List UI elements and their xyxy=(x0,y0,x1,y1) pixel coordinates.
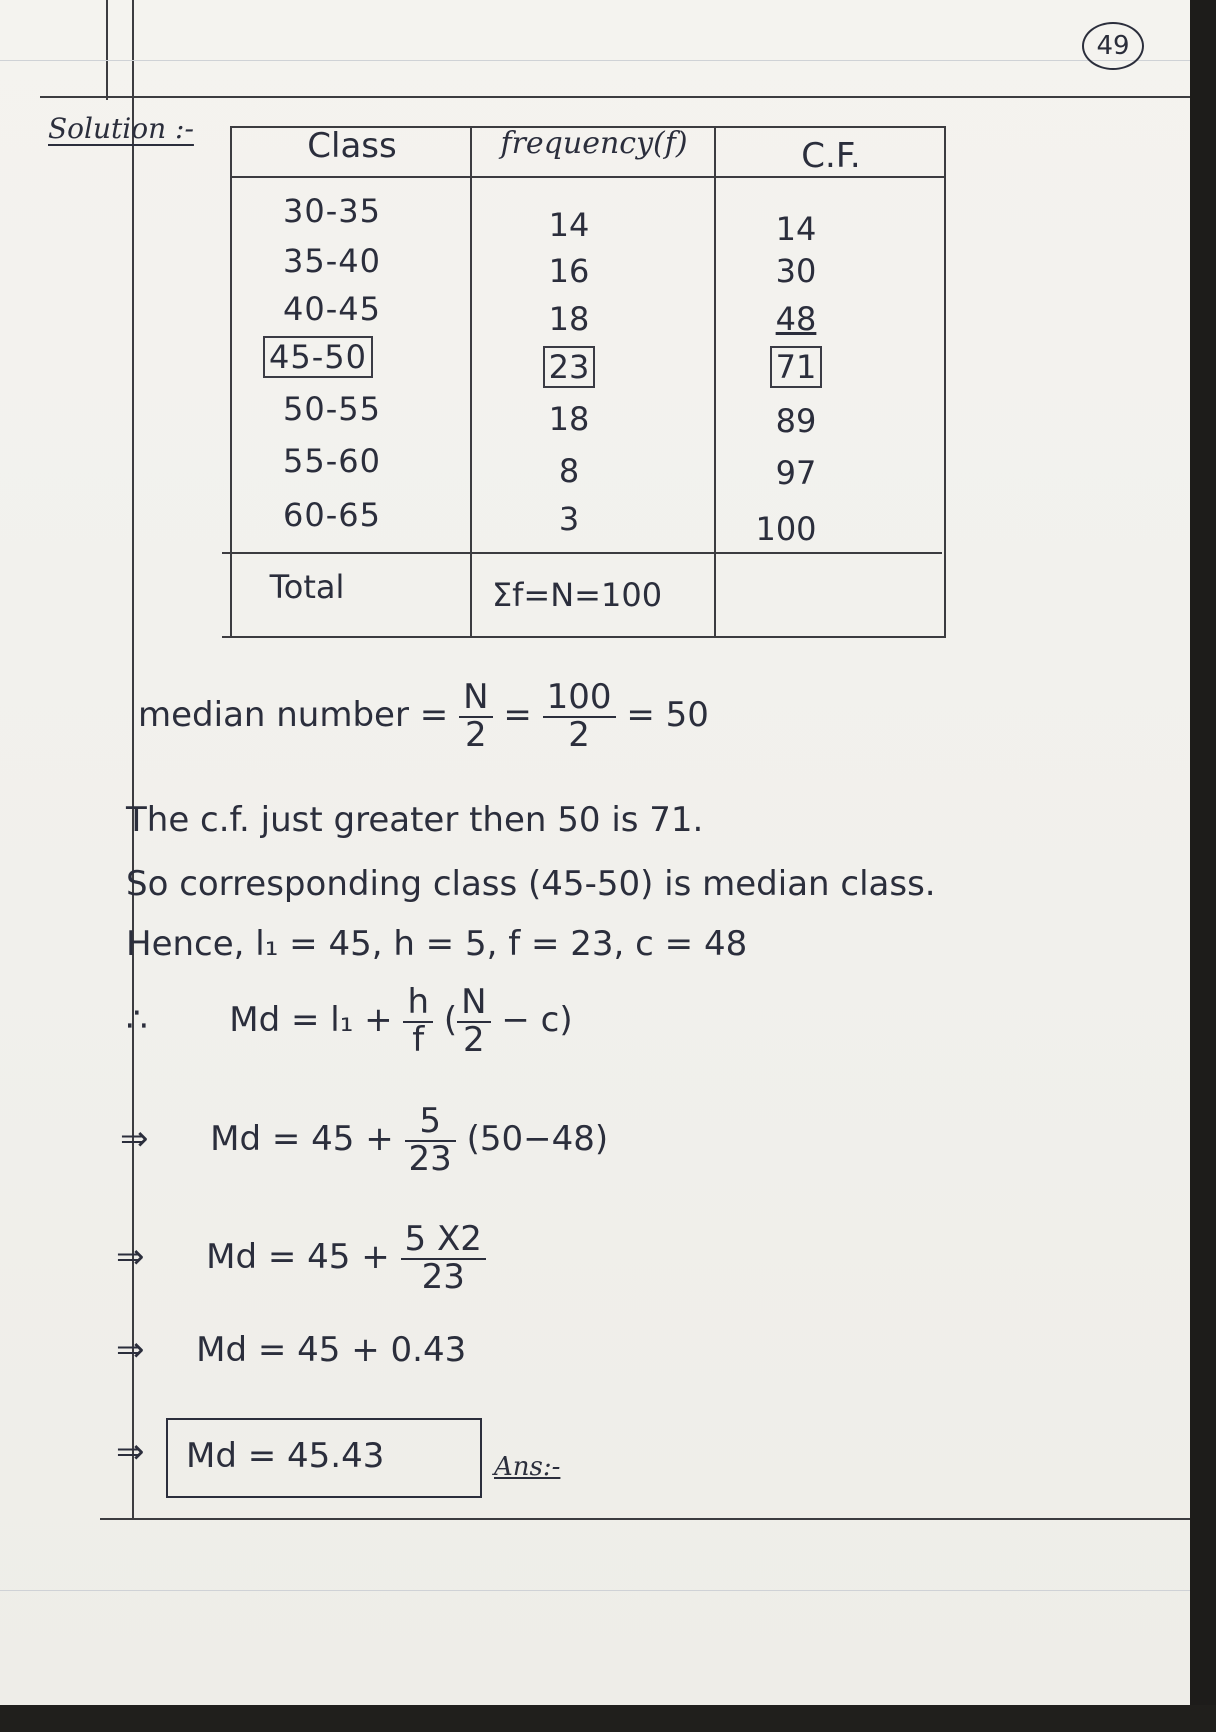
frequency-cell: 18 xyxy=(548,400,590,438)
median-class-statement: So corresponding class (45-50) is median class. xyxy=(126,864,936,904)
header-rule xyxy=(40,96,1190,98)
equals-sign: = xyxy=(419,695,460,736)
page-number: 49 xyxy=(1082,22,1144,70)
step2-prefix: = 45 + xyxy=(267,1237,390,1278)
implies-symbol: ⇒ xyxy=(116,1237,145,1278)
table-header-rule xyxy=(232,176,946,178)
five-over-23: $\frac{5}{23}$ xyxy=(405,1104,456,1177)
photo-dark-edge-bottom xyxy=(0,1705,1216,1732)
class-cell: 55-60 xyxy=(283,442,381,480)
step-1 xyxy=(120,1101,609,1179)
median-class-box: 45-50 xyxy=(263,336,373,378)
cf-cell: 97 xyxy=(775,454,817,492)
class-cell: 30-35 xyxy=(283,192,381,230)
cf-cell-median xyxy=(716,348,876,386)
final-answer xyxy=(186,1436,384,1476)
frequency-cell: 16 xyxy=(548,252,590,290)
class-cell: 60-65 xyxy=(283,496,381,534)
median-number-value: 50 xyxy=(665,695,709,736)
class-cell-median xyxy=(246,338,390,376)
formula-prefix: = l₁ + xyxy=(291,1000,393,1041)
final-implies: ⇒ xyxy=(116,1432,145,1472)
class-cell: 35-40 xyxy=(283,242,381,280)
table-right-border xyxy=(944,126,946,638)
cf-cell: 30 xyxy=(775,252,817,290)
table-total-rule xyxy=(222,552,942,554)
table-bottom-border xyxy=(222,636,946,638)
header-class: Class xyxy=(307,126,397,166)
md-symbol: Md xyxy=(196,1330,248,1370)
ruled-line xyxy=(0,1590,1190,1591)
formula-line xyxy=(126,982,573,1060)
five-x2-over-23: $\frac{5 X2}{23}$ xyxy=(401,1222,486,1295)
md-symbol: Md xyxy=(229,1000,281,1041)
cf-cell: 100 xyxy=(755,510,817,548)
header-frequency: frequency(f) xyxy=(500,126,688,161)
photo-dark-edge-right xyxy=(1190,0,1216,1732)
cf-statement: The c.f. just greater then 50 is 71. xyxy=(126,800,704,840)
hundred-over-2: $\frac{100}{2}$ xyxy=(543,680,616,753)
frequency-cell: 14 xyxy=(548,206,590,244)
equals-sign: = xyxy=(626,695,666,736)
cf-cell: 14 xyxy=(775,210,817,248)
frequency-cell: 3 xyxy=(558,500,580,538)
frequency-cell: 18 xyxy=(548,300,590,338)
step1-prefix: = 45 + xyxy=(271,1119,394,1160)
cf-cell: 89 xyxy=(775,402,817,440)
ruled-line xyxy=(0,60,1190,61)
equals-sign: = xyxy=(503,695,543,736)
values-statement: Hence, l₁ = 45, h = 5, f = 23, c = 48 xyxy=(126,924,748,964)
solution-label: Solution :- xyxy=(48,112,194,145)
total-value: Σf=N=100 xyxy=(491,576,663,614)
median-number-label: median number xyxy=(138,695,409,736)
footer-rule xyxy=(100,1518,1190,1520)
implies-symbol: ⇒ xyxy=(116,1330,145,1370)
therefore-symbol: ∴ xyxy=(126,1000,148,1041)
n-over-2: $\frac{N}{2}$ xyxy=(459,680,492,753)
implies-symbol: ⇒ xyxy=(120,1119,149,1160)
md-symbol: Md xyxy=(186,1436,237,1476)
total-label: Total xyxy=(269,568,345,606)
class-cell: 50-55 xyxy=(283,390,381,428)
step-3 xyxy=(116,1330,466,1370)
header-cf: C.F. xyxy=(801,136,861,176)
step3-value: = 45 + 0.43 xyxy=(257,1330,467,1370)
final-result: = 45.43 xyxy=(247,1436,385,1476)
frequency-cell-median xyxy=(472,348,666,386)
step-2 xyxy=(116,1219,486,1297)
n-over-2-formula: $\frac{N}{2}$ xyxy=(457,985,490,1058)
cf-cell-underlined: 48 xyxy=(775,300,817,338)
frequency-cell: 8 xyxy=(558,452,580,490)
median-frequency-box: 23 xyxy=(543,346,596,388)
median-cf-box: 71 xyxy=(770,346,823,388)
md-symbol: Md xyxy=(206,1237,258,1278)
open-paren: ( xyxy=(443,1000,458,1041)
md-symbol: Md xyxy=(210,1119,262,1160)
class-cell: 40-45 xyxy=(283,290,381,328)
answer-label: Ans:- xyxy=(494,1452,561,1482)
minus-c: − c) xyxy=(501,1000,573,1041)
median-number-line xyxy=(138,677,709,755)
h-over-f: $\frac{h}{f}$ xyxy=(403,985,433,1058)
margin-line-top xyxy=(106,0,108,100)
step1-paren: (50−48) xyxy=(466,1119,609,1160)
